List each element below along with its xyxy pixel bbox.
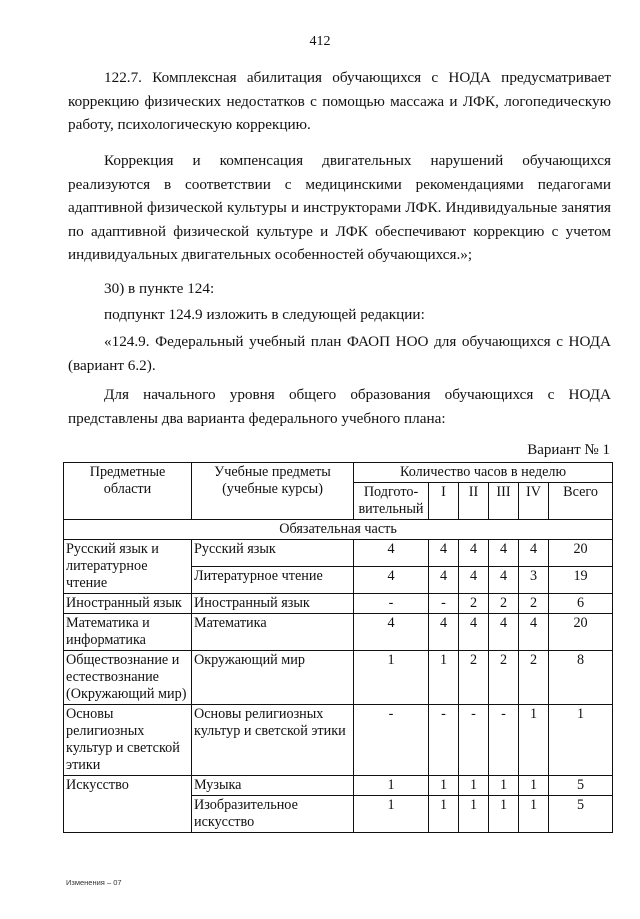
- hours-cell: 1: [429, 776, 459, 796]
- area-cell: Основы религиозных культур и светской этики: [64, 705, 192, 776]
- hours-cell: 2: [459, 594, 489, 614]
- hours-cell: 4: [459, 614, 489, 651]
- table-row: [64, 651, 613, 705]
- hours-cell: 5: [549, 776, 613, 796]
- hours-cell: -: [489, 705, 519, 776]
- hours-cell: 4: [489, 540, 519, 567]
- hours-cell: 2: [519, 651, 549, 705]
- area-cell: Русский язык и литературное чтение: [64, 540, 192, 594]
- hours-cell: 4: [429, 540, 459, 567]
- hours-cell: 19: [549, 567, 613, 594]
- paragraph-5: «124.9. Федеральный учебный план ФАОП НОО для обучающихся с НОДА (вариант 6.2).: [68, 333, 611, 374]
- hours-cell: 2: [519, 594, 549, 614]
- table-row: [64, 776, 613, 796]
- hours-cell: 4: [489, 614, 519, 651]
- hours-cell: 1: [459, 796, 489, 833]
- hours-cell: -: [429, 594, 459, 614]
- hours-cell: 4: [489, 567, 519, 594]
- hours-cell: 4: [519, 540, 549, 567]
- hours-cell: -: [354, 594, 429, 614]
- hours-cell: 1: [519, 705, 549, 776]
- header-col-prep: Подгото-вительный: [354, 483, 429, 520]
- subject-cell: Окружающий мир: [192, 651, 354, 705]
- hours-cell: 3: [519, 567, 549, 594]
- table-body: [64, 540, 613, 833]
- paragraph-2: Коррекция и компенсация двигательных нарушений обучающихся реализуются в соответствии с медицинскими рекомендациями педагогами адаптивной физической культуры и инструкторами ЛФК. Индивидуальные занятия по адаптивной физической культуре и ЛФК обеспечивают коррекцию с учетом индивидуальных двигательных особенностей обучающихся.»;: [68, 152, 611, 263]
- hours-cell: 1: [489, 796, 519, 833]
- hours-cell: 2: [459, 651, 489, 705]
- hours-cell: 1: [519, 796, 549, 833]
- hours-cell: 1: [354, 776, 429, 796]
- hours-cell: 4: [459, 540, 489, 567]
- header-subjects: Учебные предметы (учебные курсы): [192, 463, 354, 520]
- hours-cell: 2: [489, 651, 519, 705]
- hours-cell: 5: [549, 796, 613, 833]
- hours-cell: 4: [519, 614, 549, 651]
- hours-cell: 1: [429, 651, 459, 705]
- subject-cell: Музыка: [192, 776, 354, 796]
- header-col-1: I: [429, 483, 459, 520]
- section-title: Обязательная часть: [64, 520, 613, 540]
- footer-note: Изменения – 07: [66, 878, 122, 887]
- hours-cell: -: [429, 705, 459, 776]
- page-number: 412: [309, 34, 331, 49]
- hours-cell: 8: [549, 651, 613, 705]
- area-cell: Обществознание и естествознание (Окружающий мир): [64, 651, 192, 705]
- header-col-2: II: [459, 483, 489, 520]
- area-cell: Искусство: [64, 776, 192, 833]
- header-col-3: III: [489, 483, 519, 520]
- hours-cell: 2: [489, 594, 519, 614]
- hours-cell: -: [459, 705, 489, 776]
- hours-cell: 4: [354, 567, 429, 594]
- table-row: [64, 540, 613, 567]
- hours-cell: 1: [519, 776, 549, 796]
- variant-label: Вариант № 1: [527, 442, 610, 458]
- subject-cell: Основы религиозных культур и светской этики: [192, 705, 354, 776]
- hours-cell: 6: [549, 594, 613, 614]
- table-row: [64, 594, 613, 614]
- hours-cell: 20: [549, 614, 613, 651]
- section-row: [64, 520, 613, 540]
- hours-cell: 4: [429, 567, 459, 594]
- hours-cell: -: [354, 705, 429, 776]
- subject-cell: Изобразительное искусство: [192, 796, 354, 833]
- hours-cell: 1: [549, 705, 613, 776]
- hours-cell: 1: [354, 796, 429, 833]
- area-cell: Математика и информатика: [64, 614, 192, 651]
- paragraph-1: 122.7. Комплексная абилитация обучающихся с НОДА предусматривает коррекцию физических недостатков с помощью массажа и ЛФК, логопедическую работу, психологическую коррекцию.: [68, 69, 611, 133]
- hours-cell: 4: [354, 614, 429, 651]
- hours-cell: 1: [459, 776, 489, 796]
- hours-cell: 4: [459, 567, 489, 594]
- paragraph-6: Для начального уровня общего образования обучающихся с НОДА представлены два варианта федерального учебного плана:: [68, 386, 611, 427]
- header-col-4: IV: [519, 483, 549, 520]
- header-hours: Количество часов в неделю: [354, 463, 613, 483]
- subject-cell: Русский язык: [192, 540, 354, 567]
- paragraph-4: подпункт 124.9 изложить в следующей редакции:: [104, 306, 425, 323]
- header-col-total: Всего: [549, 483, 613, 520]
- area-cell: Иностранный язык: [64, 594, 192, 614]
- subject-cell: Литературное чтение: [192, 567, 354, 594]
- hours-cell: 1: [429, 796, 459, 833]
- subject-cell: Иностранный язык: [192, 594, 354, 614]
- table-row: [64, 614, 613, 651]
- curriculum-table: [63, 462, 613, 833]
- table-header-row: [64, 463, 613, 483]
- hours-cell: 4: [429, 614, 459, 651]
- hours-cell: 1: [489, 776, 519, 796]
- hours-cell: 4: [354, 540, 429, 567]
- header-areas: Предметные области: [64, 463, 192, 520]
- table-row: [64, 705, 613, 776]
- paragraph-3: 30) в пункте 124:: [104, 280, 215, 297]
- subject-cell: Математика: [192, 614, 354, 651]
- hours-cell: 20: [549, 540, 613, 567]
- hours-cell: 1: [354, 651, 429, 705]
